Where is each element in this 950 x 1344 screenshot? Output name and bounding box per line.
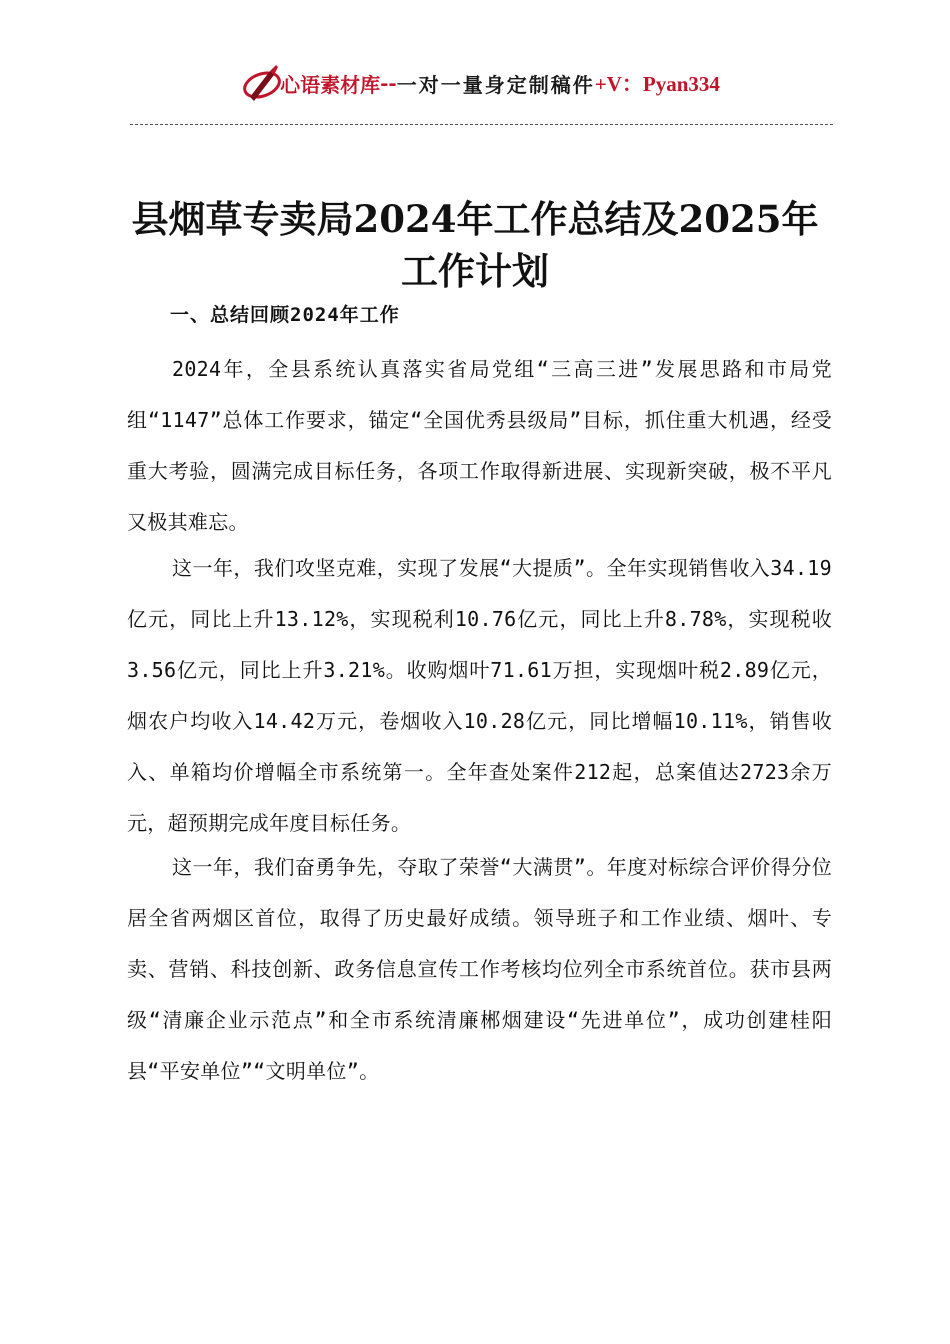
pen-nib-swirl-logo-icon: [240, 61, 286, 105]
header-divider: [130, 124, 833, 125]
body-paragraph: 这一年，我们奋勇争先，夺取了荣誉“大满贯”。年度对标综合评价得分位居全省两烟区首位，取得了历史最好成绩。领导班子和工作业绩、烟叶、专卖、营销、科技创新、政务信息宣传工作考核均位列全市系统首位。获市县两级“清廉企业示范点”和全市系统清廉郴烟建设“先进单位”，成功创建桂阳县“平安单位”“文明单位”。: [127, 855, 832, 1083]
document-title: 县烟草专卖局2024年工作总结及2025年工作计划: [131, 196, 819, 293]
body-paragraph: 这一年，我们攻坚克难，实现了发展“大提质”。全年实现销售收入34.19亿元，同比上升13.12%，实现税利10.76亿元，同比上升8.78%，实现税收3.56亿元，同比上升3.21%。收购烟叶71.61万担，实现烟叶税2.89亿元，烟农户均收入14.42万元，卷烟收入10.28亿元，同比增幅10.11%，销售收入、单箱均价增幅全市系统第一。全年查处案件212起，总案值达2723余万元，超预期完成年度目标任务。: [127, 556, 832, 835]
header-brand: 心语素材库: [280, 72, 381, 97]
header-contact: +V：Pyan334: [594, 72, 720, 96]
page-header: [130, 58, 830, 108]
header-separator: --: [380, 71, 397, 95]
section-heading: 一、总结回顾2024年工作: [170, 304, 400, 326]
header-slogan: 一对一量身定制稿件: [396, 72, 595, 97]
body-paragraph: 2024年，全县系统认真落实省局党组“三高三进”发展思路和市局党组“1147”总体工作要求，锚定“全国优秀县级局”目标，抓住重大机遇，经受重大考验，圆满完成目标任务，各项工作取得新进展、实现新突破，极不平凡又极其难忘。: [127, 357, 832, 534]
